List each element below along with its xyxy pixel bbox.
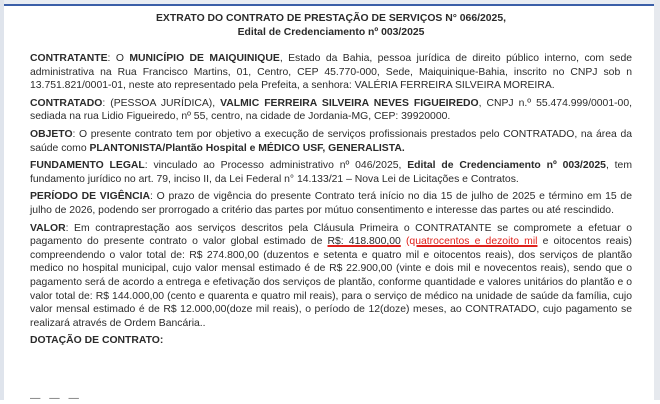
- municipio-name: MUNICÍPIO DE MAIQUINIQUE: [129, 53, 280, 64]
- contratante-label: CONTRATANTE: [30, 53, 108, 64]
- valor-global-extenso: (quatrocentos e dezoito mil: [405, 236, 538, 248]
- frame-left: [0, 0, 4, 400]
- valor-pre: : Em contraprestação aos serviços descritos pela Cláusula Primeira o CONTRATANTE se compromete a efetuar o pagamento do presente contrato o valor global estimado de: [30, 222, 632, 248]
- fundamento-pre: : vinculado ao Processo administrativo nº 046/2025,: [144, 160, 408, 172]
- fundamento-paragraph: [30, 159, 632, 186]
- valor-global: R$: 418.800,00: [327, 236, 401, 248]
- frame-right: [654, 0, 660, 400]
- document-page: [30, 12, 632, 352]
- edital-ref: Edital de Credenciamento nº 003/2025: [407, 160, 606, 172]
- objeto-text: : O presente contrato tem por objetivo a execução de serviços profissionais prestados pelo CONTRATADO, na área da saúde como: [30, 128, 632, 154]
- document-title: EXTRATO DO CONTRATO DE PRESTAÇÃO DE SERVIÇOS N° 066/2025,: [155, 13, 506, 24]
- vigencia-paragraph: [30, 190, 632, 217]
- document-subtitle: Edital de Credenciamento nº 003/2025: [237, 26, 425, 38]
- cut-off-text-line: — — —: [30, 393, 82, 404]
- contratante-text: , Estado da Bahia, pessoa jurídica de direito público interno, com sede administrativa na Rua Francisco Martins, 01, Centro, CEP 45.770-000, Sede, Maiquinique-Bahia, inscrito no CNPJ sob n 13.751.821/0001-01, neste ato representado pela Prefeita, a senhora: VALÉRIA FERREIRA SILVEIRA MOREIRA.: [30, 53, 632, 92]
- contratado-text: , CNPJ n.º 55.474.999/0001-00, sediada na rua Lidio Figueiredo, nº 55, centro, na cidade de Jordania-MG, CEP: 39920000.: [30, 97, 632, 123]
- valor-paragraph: [30, 222, 632, 331]
- contratado-name: VALMIC FERREIRA SILVEIRA NEVES FIGUEIREDO: [220, 97, 479, 109]
- contratado-label: CONTRATADO: [30, 97, 103, 109]
- dotacao-label: DOTAÇÃO DE CONTRATO:: [30, 335, 164, 347]
- contratante-sep: : O: [107, 53, 130, 64]
- valor-label: VALOR: [30, 222, 66, 234]
- objeto-highlight: PLANTONISTA/Plantão Hospital e MÉDICO USF, GENERALISTA.: [89, 142, 405, 154]
- fundamento-label: FUNDAMENTO LEGAL: [30, 160, 145, 172]
- vigencia-text: : O prazo de vigência do presente Contrato terá início no dia 15 de julho de 2025 e término em 15 de julho de 2026, podendo ser prorrogado a critério das partes por mútuo consentimento e interesse das partes ou até rescindido.: [30, 191, 632, 216]
- objeto-label: OBJETO: [30, 128, 73, 140]
- contratado-paragraph: [30, 97, 632, 124]
- frame-top-line: [0, 4, 660, 6]
- contratante-paragraph: [30, 52, 632, 93]
- contratado-pre: : (PESSOA JURÍDICA),: [102, 97, 221, 109]
- valor-post: e oitocentos reais) compreendendo o valor total de: R$ 274.800,00 (duzentos e setenta e quatro mil e oitocentos reais), dos serviços de plantão medico no hospital municipal, cujo valor mensal estimado é de R$ 22.900,00 (vinte e dois mil e novecentos reais), sendo que o pagamento será de acordo a entrega e efetivação dos serviços de plantão, conforme quantidade e valores unitários do plantão e o valor total de: R$ 144.000,00 (cento e quarenta e quatro mil reais), para o serviço de médico na unidade de saúde da família, cujo valor mensal estimado é de R$ 12.000,00(doze mil reais), o período de 12(doze) meses, ao CONTRATADO, cujo pagamento se realizará através de Ordem Bancária..: [30, 236, 632, 329]
- objeto-paragraph: [30, 128, 632, 155]
- dotacao-paragraph: [30, 334, 632, 348]
- vigencia-label: PERÍODO DE VIGÊNCIA: [30, 191, 151, 203]
- fundamento-text: , tem fundamento jurídico no art. 79, inciso II, da Lei Federal n° 14.133/21 – Nova Lei de Licitações e Contratos.: [30, 160, 632, 185]
